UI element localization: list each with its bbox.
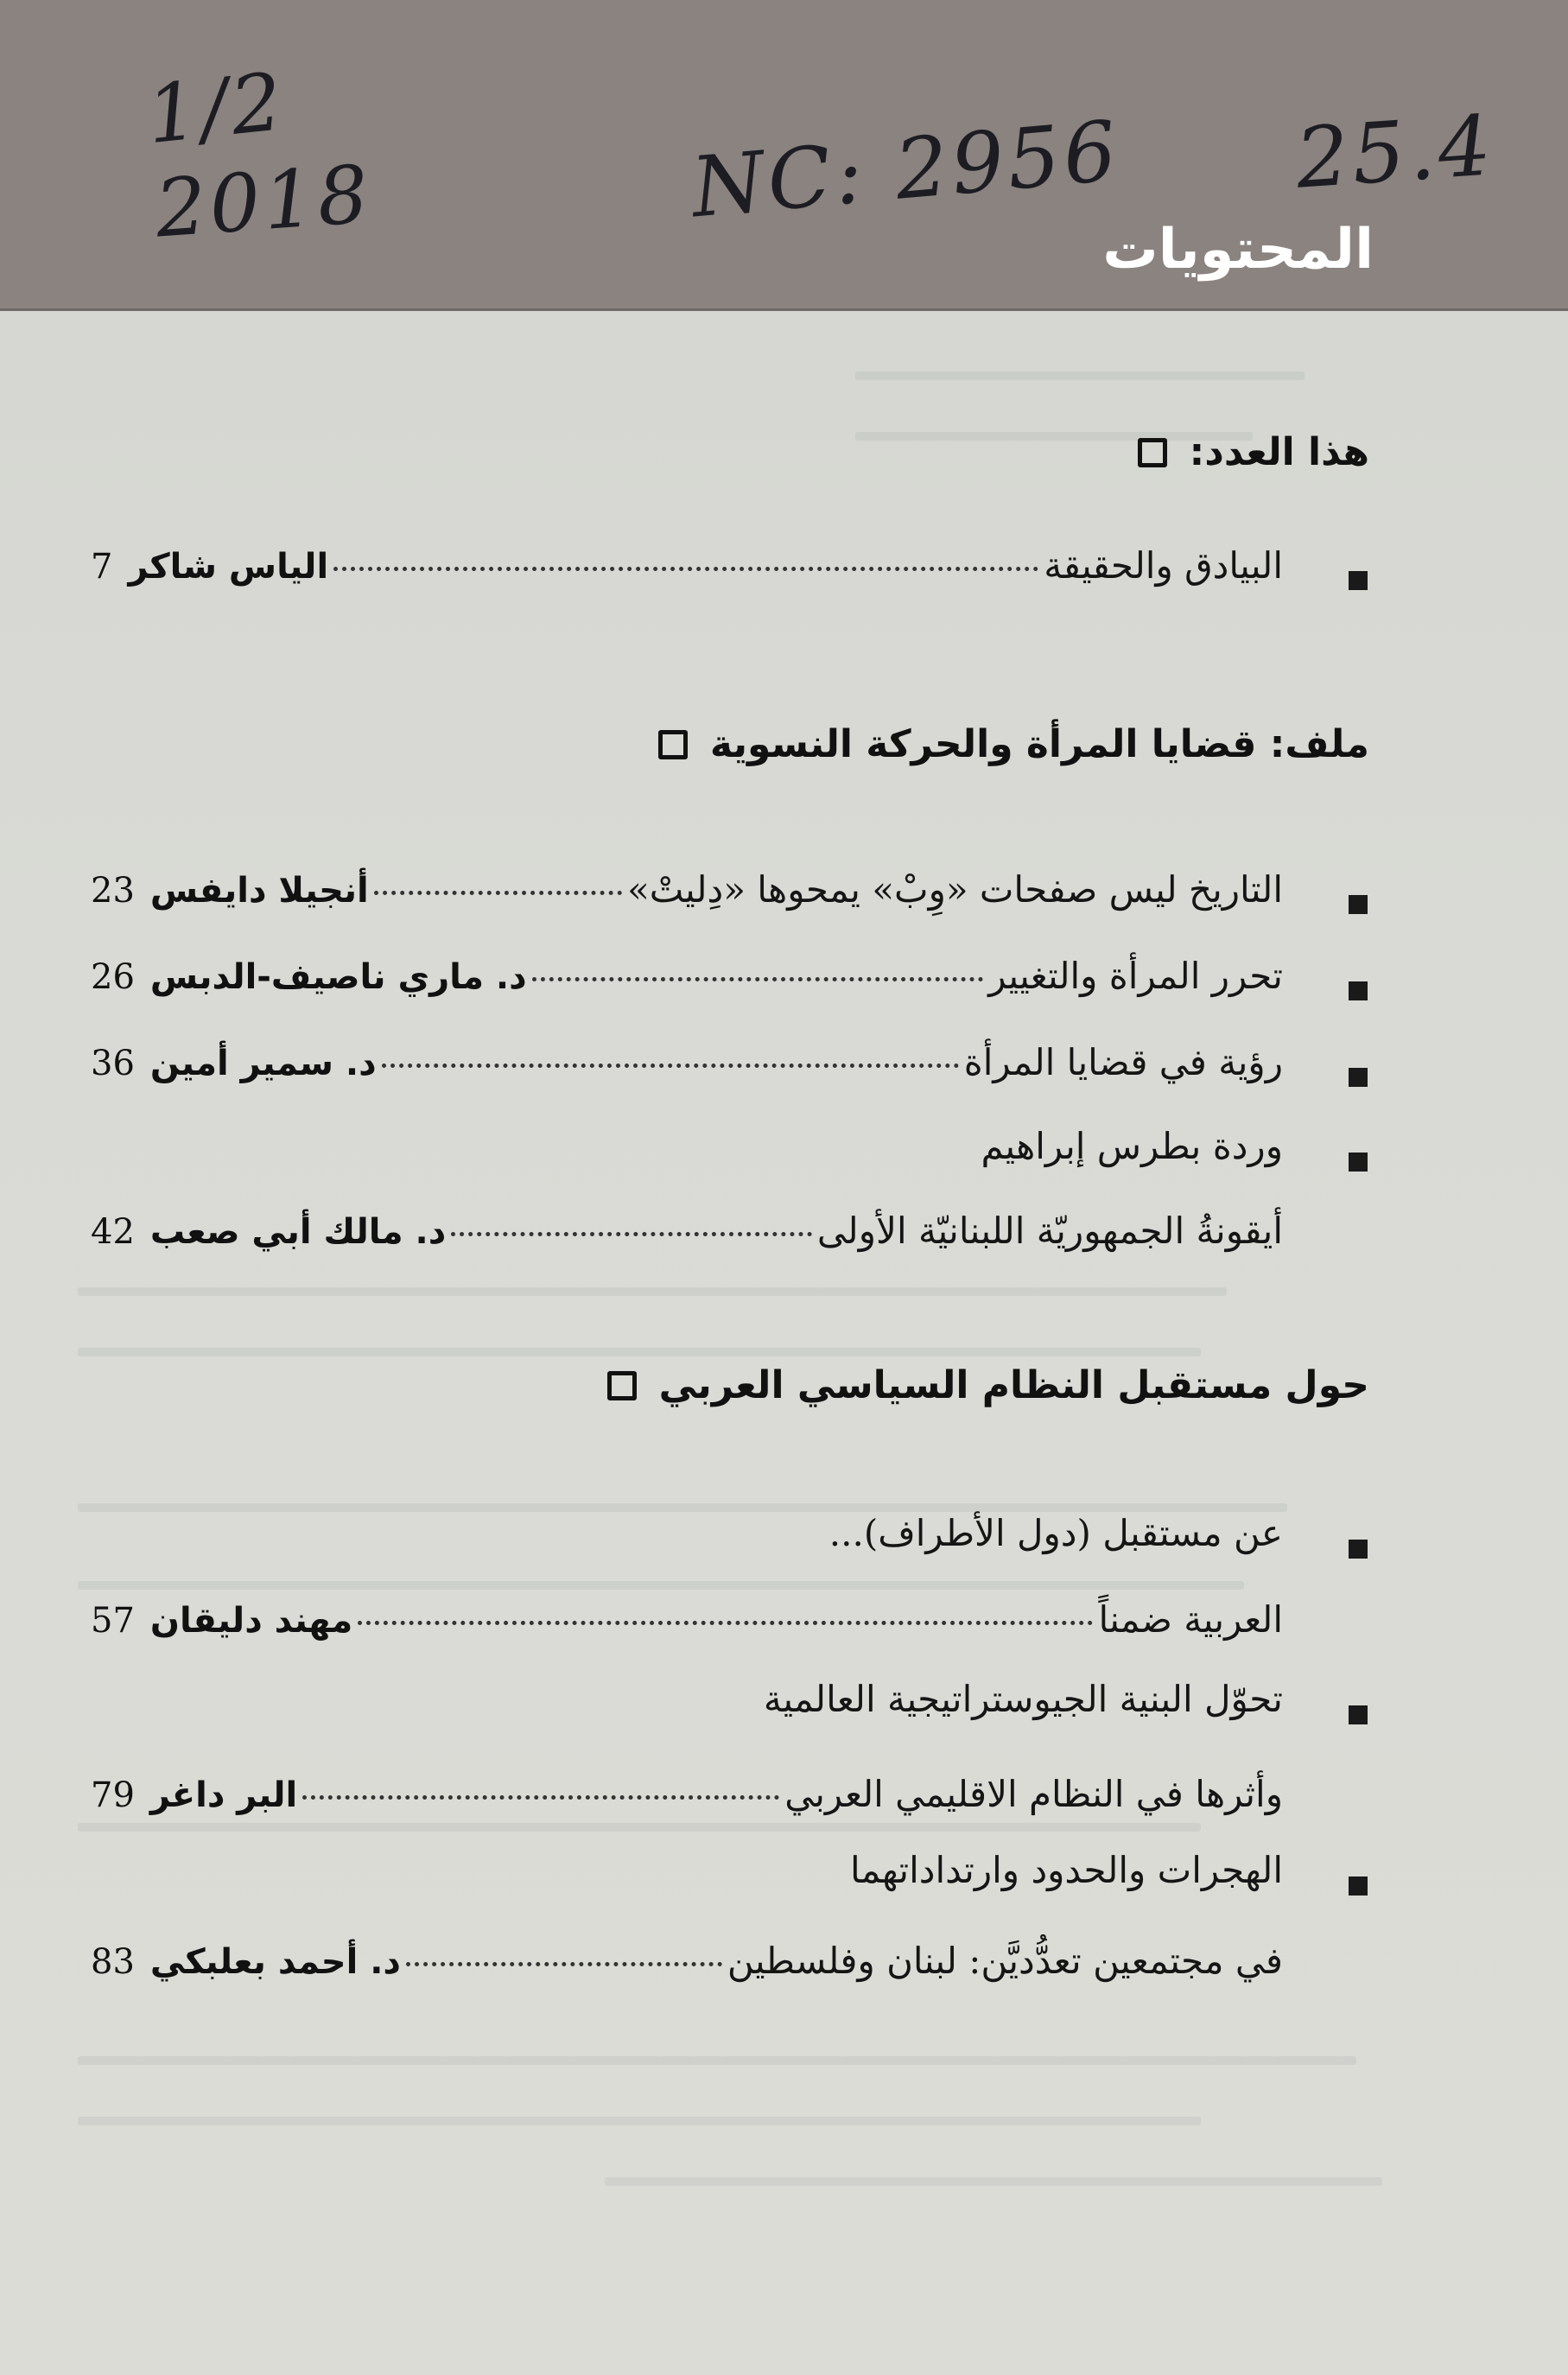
leader-dots [382, 1064, 959, 1068]
entry-author: د. أحمد بعلبكي [149, 1942, 401, 1982]
entry-title-first-line: وردة بطرس إبراهيم [981, 1125, 1283, 1167]
section-arab-political-order [607, 1363, 1369, 1407]
entry-page-number: 79 [91, 1775, 135, 1815]
bullet-icon [1349, 895, 1368, 914]
header-band [0, 0, 1568, 311]
bullet-icon [1349, 1153, 1368, 1172]
section-title: هذا العدد: [1189, 430, 1369, 474]
entry-author: د. مالك أبي صعب [149, 1212, 447, 1252]
section-title: ملف: قضايا المرأة والحركة النسوية [709, 722, 1369, 766]
entry-title: رؤية في قضايا المرأة [963, 1041, 1283, 1083]
show-through-line [78, 1287, 1227, 1296]
entry-page-number: 42 [91, 1212, 135, 1252]
entry-title: العربية ضمناً [1098, 1598, 1283, 1641]
leader-dots [358, 1621, 1093, 1625]
bullet-icon [1349, 571, 1368, 590]
toc-entry[interactable] [91, 868, 1283, 930]
entry-title: تحرر المرأة والتغيير [988, 955, 1283, 997]
bullet-icon [1349, 1068, 1368, 1087]
handwritten-year: 2018 [152, 148, 375, 256]
show-through-line [78, 2117, 1201, 2125]
show-through-line [605, 2177, 1382, 2186]
entry-author: د. ماري ناصيف-الدبس [149, 957, 527, 997]
section-checkbox-icon [1138, 438, 1167, 467]
entry-page-number: 57 [91, 1601, 135, 1641]
entry-author: البر داغر [149, 1775, 298, 1815]
show-through-line [78, 2056, 1356, 2065]
toc-entry[interactable] [91, 1041, 1283, 1103]
section-women-file [658, 722, 1369, 766]
leader-dots [302, 1795, 779, 1800]
entry-page-number: 26 [91, 957, 135, 997]
leader-dots [451, 1232, 812, 1236]
show-through-line [78, 1503, 1287, 1512]
leader-dots [532, 977, 984, 981]
toc-entry[interactable] [91, 1210, 1283, 1272]
leader-dots [406, 1962, 722, 1966]
section-checkbox-icon [658, 730, 688, 759]
section-title: حول مستقبل النظام السياسي العربي [658, 1363, 1369, 1407]
entry-title: أيقونةُ الجمهوريّة اللبنانيّة الأولى [816, 1210, 1283, 1252]
toc-entry[interactable] [91, 955, 1283, 1017]
entry-page-number: 23 [91, 871, 135, 911]
bullet-icon [1349, 1540, 1368, 1559]
toc-entry[interactable] [91, 1598, 1283, 1661]
show-through-line [78, 1581, 1244, 1590]
toc-entry[interactable] [91, 1773, 1283, 1835]
toc-entry[interactable] [91, 544, 1283, 606]
entry-page-number: 36 [91, 1044, 135, 1083]
leader-dots [333, 567, 1038, 571]
entry-title: البيادق والحقيقة [1044, 544, 1283, 587]
contents-title: المحتويات [1102, 218, 1374, 282]
entry-author: الياس شاكر [128, 547, 329, 587]
leader-dots [374, 891, 622, 895]
entry-title: التاريخ ليس صفحات «وِبْ» يمحوها «دِليتْ» [627, 868, 1283, 911]
handwritten-date: 1/2 [142, 54, 290, 162]
bullet-icon [1349, 981, 1368, 1000]
show-through-line [855, 371, 1305, 380]
entry-title: وأثرها في النظام الاقليمي العربي [784, 1773, 1283, 1815]
entry-title-first-line: الهجرات والحدود وارتداداتهما [849, 1849, 1283, 1891]
entry-title-first-line: عن مستقبل (دول الأطراف)... [828, 1512, 1283, 1554]
handwritten-classification: 25.4 [1292, 97, 1498, 207]
entry-title: في مجتمعين تعدُّديَّن: لبنان وفلسطين [727, 1940, 1283, 1982]
bullet-icon [1349, 1877, 1368, 1896]
show-through-line [78, 1348, 1201, 1356]
entry-title-first-line: تحوّل البنية الجيوستراتيجية العالمية [763, 1678, 1283, 1720]
toc-entry[interactable] [91, 1940, 1283, 2002]
entry-author: د. سمير أمين [149, 1044, 377, 1083]
section-this-issue [1138, 430, 1369, 474]
bullet-icon [1349, 1705, 1368, 1724]
entry-author: مهند دليقان [149, 1601, 353, 1641]
entry-page-number: 7 [91, 547, 113, 587]
entry-author: أنجيلا دايفس [149, 871, 369, 911]
section-checkbox-icon [607, 1371, 637, 1400]
entry-page-number: 83 [91, 1942, 135, 1982]
handwritten-code: NC: 2956 [688, 102, 1124, 237]
